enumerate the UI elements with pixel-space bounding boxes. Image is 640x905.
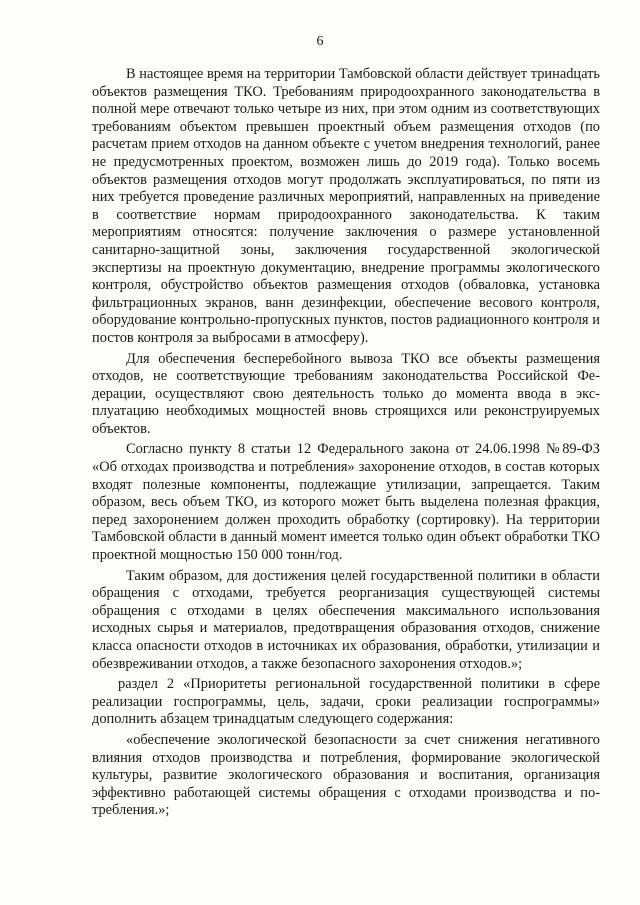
- page-number: 6: [316, 34, 324, 49]
- paragraph-federal-law: Согласно пункту 8 статьи 12 Федерального закона от 24.06.1998 №89-ФЗ «Об отходах производства и потребления» захоронение отходов, в состав которых входят полезные компоненты, подлежащие утилизации, запрещается. Таким образом, весь объем ТКО, из которого может быть выделена полезная фракция, перед захоронением должен проходить обработку (сортировку). На территории Тамбовской области в данный момент имеется только один объект обработки ТКО проектной мощностью 150 000 тонн/год.: [92, 441, 600, 564]
- paragraph-uninterrupted-removal: Для обеспечения бесперебойного вывоза ТКО все объекты размещения отходов, не соответствующие требованиям законодательства Российской Федерации, осуществляют свою деятельность только до момента ввода в эксплуатацию необходимых мощностей вновь строящихся или реконструируемых объектов.: [92, 350, 600, 437]
- paragraph-section-2-amendment: раздел 2 «Приоритеты региональной государственной политики в сфере реализации госпрограммы, цель, задачи, сроки реализации госпрограммы» дополнить абзацем тринадцатым следующего содержания:: [92, 676, 600, 728]
- document-body: [92, 66, 600, 820]
- paragraph-waste-facilities: В настоящее время на территории Тамбовской области действует тринаdцать объектов размещения ТКО. Требованиям природоохранного законодательства в полной мере отвечают только четыре из них, при этом одним из соответствующих требованиям объектом превышен проектный объем размещения отходов (по расчетам прием отходов на данном объекте с учетом внедрения технологий, ранее не предусмотренных проектом, возможен лишь до 2019 года). Только восемь объектов размещения отходов могут продолжать эксплуатироваться, по пяти из них требуется проведение различных мероприятий, направленных на приведение в соответствие нормам природоохранного законодательства. К таким мероприятиям относятся: получение заключения о размере установленной санитарно-защитной зоны, заключения государственной экологической экспертизы на проектную документацию, внедрение программы экологического контроля, обустройство объектов размещения отходов (обваловка, установка фильтрационных экранов, ванн дезинфекции, обеспечение весового контроля, оборудование контрольно-пропускных пунктов, постов радиационного контроля и постов контроля за выбросами в атмосферу).: [92, 66, 600, 346]
- paragraph-environmental-safety: «обеспечение экологической безопасности за счет снижения негативного влияния отходов производства и потребления, формирование экологической культуры, развитие экологического образования и воспитания, организация эффективно работающей системы обращения с отходами производства и потребления.»;: [92, 731, 600, 819]
- paragraph-policy-goals: Таким образом, для достижения целей государственной политики в области обращения с отходами, требуется реорганизация существующей системы обращения с отходами в целях обеспечения максимального использования исходных сырья и материалов, предотвращения образования отходов, снижение класса опасности отходов в источниках их образования, обработки, утилизации и обезвреживании отходов, а также безопасного захоронения отходов.»;: [92, 567, 600, 672]
